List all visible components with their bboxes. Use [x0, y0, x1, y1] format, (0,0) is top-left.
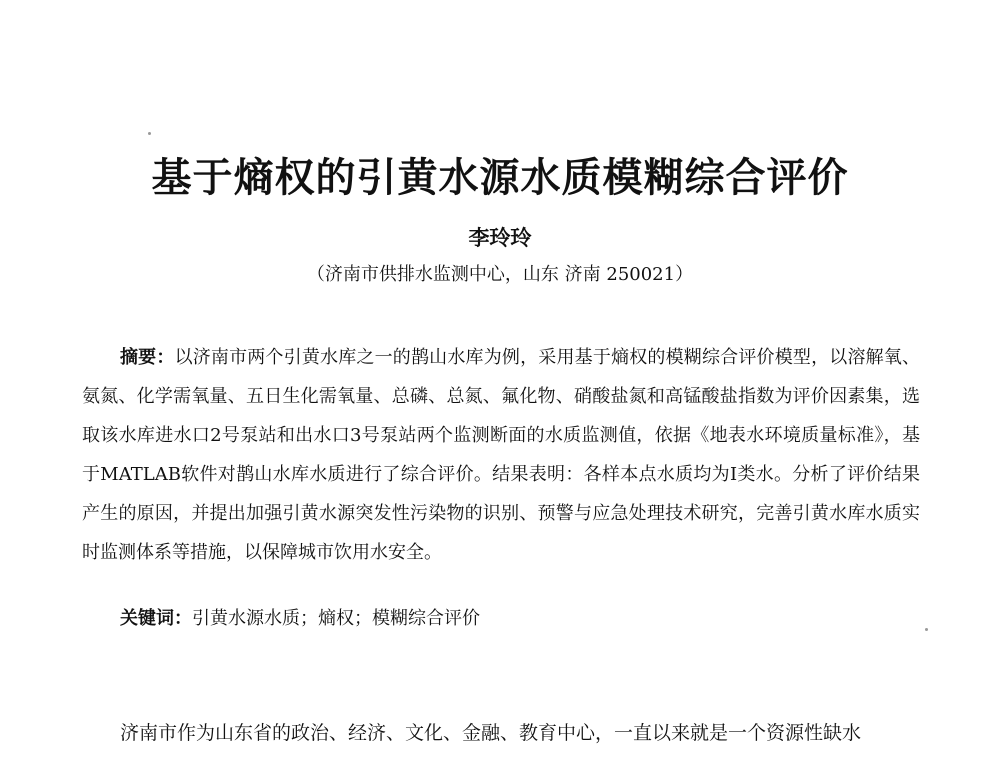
abstract-text: 以济南市两个引黄水库之一的鹊山水库为例，采用基于熵权的模糊综合评价模型，以溶解氧、氨氮、化学需氧量、五日生化需氧量、总磷、总氮、氟化物、硝酸盐氮和高锰酸盐指数为评价因素集，选取该水库进水口2号泵站和出水口3号泵站两个监测断面的水质监测值，依据《地表水环境质量标准》，基于MATLAB软件对鹊山水库水质进行了综合评价。结果表明：各样本点水质均为Ⅰ类水。分析了评价结果产生的原因，并提出加强引黄水源突发性污染物的识别、预警与应急处理技术研究，完善引黄水库水质实时监测体系等措施，以保障城市饮用水安全。 — [82, 347, 920, 563]
scan-speck — [925, 628, 928, 631]
body-paragraph: 济南市作为山东省的政治、经济、文化、金融、教育中心，一直以来就是一个资源性缺水 — [120, 722, 862, 744]
author-name: 李玲玲 — [468, 225, 532, 250]
keywords-text: 引黄水源水质；熵权；模糊综合评价 — [192, 608, 480, 629]
scan-speck — [148, 132, 151, 135]
abstract-paragraph — [82, 338, 920, 572]
keywords-label: 关键词： — [120, 608, 192, 629]
paper-title: 基于熵权的引黄水源水质模糊综合评价 — [151, 154, 849, 201]
author-affiliation: （济南市供排水监测中心，山东 济南 250021） — [306, 264, 694, 285]
keywords-line — [120, 603, 920, 635]
abstract-label: 摘要： — [120, 347, 175, 368]
